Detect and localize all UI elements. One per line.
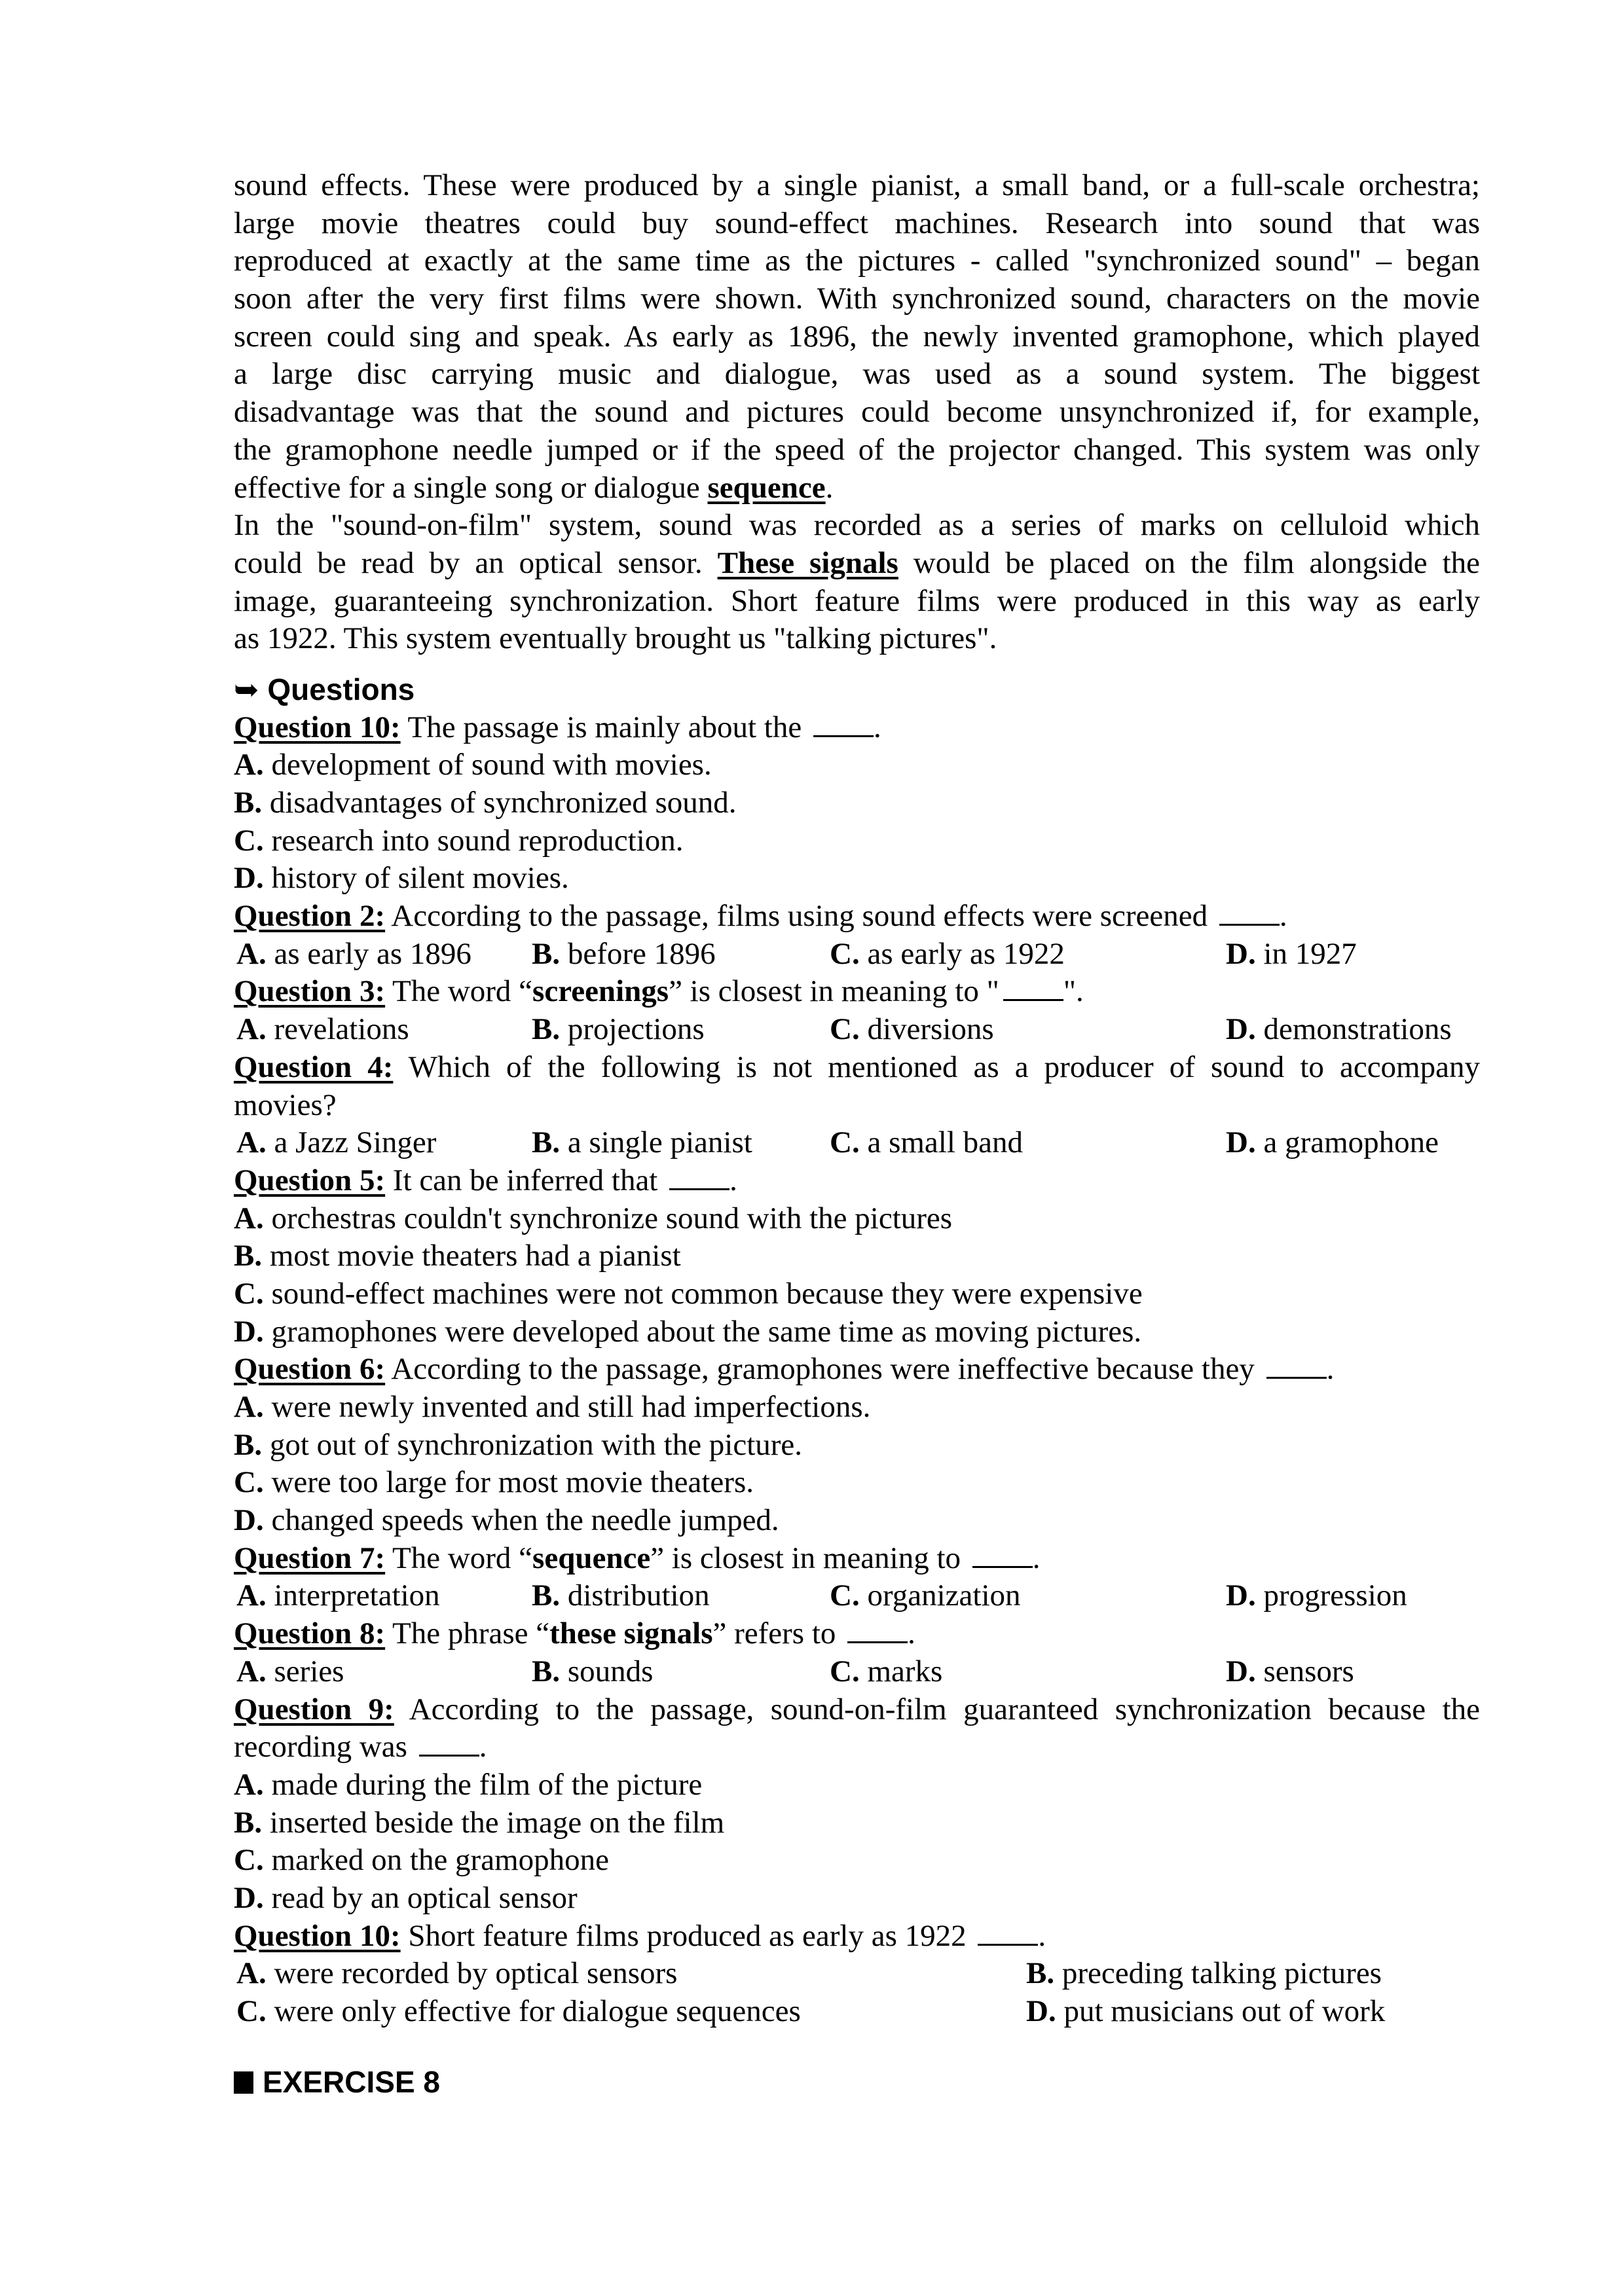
options-row <box>234 936 1480 974</box>
question-block <box>234 1540 1480 1615</box>
options-row <box>234 1124 1480 1162</box>
option-text: were only effective for dialogue sequences <box>274 1994 801 2028</box>
option-text: made during the film of the picture <box>271 1767 703 1802</box>
option-letter: D. <box>1226 1012 1256 1047</box>
option-letter: B. <box>234 786 263 820</box>
option-text: as early as 1896 <box>274 936 471 971</box>
answer-option[interactable] <box>830 1653 942 1691</box>
punctuation: . <box>1326 1352 1335 1387</box>
answer-blank <box>1266 1352 1327 1379</box>
question-stem <box>234 1351 1480 1389</box>
answer-option[interactable] <box>1226 1577 1407 1615</box>
option-letter: B. <box>532 936 561 971</box>
question-label: Question 8: <box>234 1616 386 1651</box>
questions-heading-label: Questions <box>267 672 415 706</box>
option-letter: B. <box>234 1239 263 1273</box>
passage-text: could be read by an optical sensor. <box>234 545 718 580</box>
reading-passage <box>234 167 1480 658</box>
answer-option[interactable] <box>236 936 471 974</box>
option-letter: A. <box>236 1654 267 1688</box>
option-letter: D. <box>234 1314 264 1349</box>
question-text: ” refers to <box>712 1616 836 1651</box>
punctuation: . <box>873 710 881 744</box>
punctuation: . <box>1279 899 1287 934</box>
answer-option[interactable] <box>236 1124 436 1162</box>
question-text: The passage is mainly about the <box>407 710 802 744</box>
option-text: sounds <box>567 1654 654 1688</box>
punctuation: ". <box>1063 974 1084 1009</box>
question-stem <box>234 1540 1480 1578</box>
options-row <box>234 1993 1480 2031</box>
option-letter: B. <box>532 1654 561 1688</box>
option-text: most movie theaters had a pianist <box>269 1239 681 1273</box>
option-text: a small band <box>867 1125 1024 1160</box>
exercise-heading <box>234 2064 1480 2102</box>
question-block <box>234 1918 1480 2031</box>
passage-text: effective for a single song or dialogue <box>234 470 708 505</box>
option-text: were recorded by optical sensors <box>274 1956 678 1991</box>
options-row <box>234 1011 1480 1049</box>
arrow-icon: ➥ <box>234 672 259 706</box>
option-letter: D. <box>1226 1125 1256 1160</box>
passage-line: the gramophone needle jumped or if the speed of the projector changed. This system was only <box>234 432 1480 467</box>
question-label: Question 6: <box>234 1352 386 1387</box>
option-letter: A. <box>234 1767 264 1802</box>
option-letter: B. <box>234 1805 263 1840</box>
question-label: Question 4: <box>234 1049 394 1084</box>
option-text: marked on the gramophone <box>271 1843 609 1878</box>
option-text: before 1896 <box>567 936 716 971</box>
question-stem-continued: movies? <box>234 1087 337 1122</box>
option-text: read by an optical sensor <box>271 1880 578 1915</box>
answer-option[interactable] <box>234 1427 1480 1465</box>
key-word: these signals <box>549 1616 713 1651</box>
option-letter: C. <box>830 1578 860 1613</box>
answer-option[interactable] <box>234 1880 1480 1918</box>
option-letter: B. <box>532 1012 561 1047</box>
question-text: According to the passage, gramophones were ineffective because they <box>391 1352 1255 1387</box>
option-letter: D. <box>234 861 264 896</box>
answer-option[interactable] <box>532 1653 653 1691</box>
option-text: organization <box>867 1578 1021 1613</box>
question-text: ” is closest in meaning to " <box>669 974 999 1009</box>
answer-option[interactable] <box>1026 1955 1382 1993</box>
options-row <box>234 1955 1480 1993</box>
option-letter: C. <box>234 1843 264 1878</box>
answer-blank <box>813 710 874 737</box>
question-text: ” is closest in meaning to <box>650 1540 961 1575</box>
option-letter: A. <box>234 748 264 782</box>
highlighted-phrase-these-signals: These signals <box>717 545 898 580</box>
option-letter: D. <box>1226 1654 1256 1688</box>
option-text: were newly invented and still had imperfections. <box>271 1390 871 1424</box>
question-stem <box>234 898 1480 936</box>
question-text: The word “ <box>392 974 533 1009</box>
passage-line: a large disc carrying music and dialogue, was used as a sound system. The biggest <box>234 357 1480 392</box>
passage-line: screen could sing and speak. As early as 1896, the newly invented gramophone, which played <box>234 319 1480 354</box>
punctuation: . <box>729 1163 737 1197</box>
option-letter: A. <box>236 1125 267 1160</box>
passage-line: image, guaranteeing synchronization. Short feature films were produced in this way as early <box>234 583 1480 618</box>
answer-option[interactable] <box>1226 936 1357 974</box>
question-text: Which of the following is not mentioned as a producer of sound to accompany <box>408 1049 1480 1084</box>
passage-line: as 1922. This system eventually brought us "talking pictures". <box>234 621 997 656</box>
answer-option[interactable] <box>234 860 1480 898</box>
answer-option[interactable] <box>236 1993 801 2031</box>
question-block <box>234 1615 1480 1690</box>
answer-option[interactable] <box>830 1011 994 1049</box>
answer-option[interactable] <box>234 1766 1480 1804</box>
option-text: interpretation <box>274 1578 440 1613</box>
passage-line: soon after the very first films were shown. With synchronized sound, characters on the movie <box>234 282 1480 316</box>
passage-line: reproduced at exactly at the same time as the pictures - called "synchronized sound" – began <box>234 244 1480 278</box>
passage-line: sound effects. These were produced by a single pianist, a small band, or a full-scale orchestra; <box>234 168 1480 202</box>
black-square-icon <box>234 2071 253 2094</box>
answer-blank <box>978 1919 1038 1946</box>
question-stem <box>234 1162 1480 1200</box>
question-stem <box>234 1615 1480 1653</box>
document-page <box>234 167 1480 2101</box>
option-letter: C. <box>234 823 264 858</box>
option-letter: D. <box>1226 1578 1256 1613</box>
question-block <box>234 709 1480 898</box>
option-text: a Jazz Singer <box>274 1125 437 1160</box>
option-text: got out of synchronization with the picture. <box>269 1427 803 1462</box>
question-text: It can be inferred that <box>392 1163 658 1197</box>
punctuation: . <box>1032 1540 1041 1575</box>
option-text: diversions <box>867 1012 994 1047</box>
punctuation: . <box>908 1616 915 1651</box>
key-word: screenings <box>532 974 669 1009</box>
options-row <box>234 1653 1480 1691</box>
answer-option[interactable] <box>236 1955 677 1993</box>
option-text: disadvantages of synchronized sound. <box>269 786 737 820</box>
option-letter: D. <box>234 1503 264 1538</box>
option-text: series <box>274 1654 344 1688</box>
question-label: Question 7: <box>234 1540 386 1575</box>
answer-blank <box>847 1616 908 1643</box>
passage-line <box>234 469 1480 507</box>
question-text: According to the passage, sound-on-film guaranteed synchronization because the <box>409 1692 1480 1726</box>
question-block <box>234 898 1480 973</box>
key-word: sequence <box>532 1540 651 1575</box>
answer-option[interactable] <box>236 1011 409 1049</box>
option-text: in 1927 <box>1263 936 1357 971</box>
answer-option[interactable] <box>234 822 1480 860</box>
question-stem <box>234 973 1480 1011</box>
answer-option[interactable] <box>532 1124 752 1162</box>
question-label: Question 10: <box>234 710 401 744</box>
question-block <box>234 1351 1480 1539</box>
highlighted-word-sequence: sequence <box>707 470 826 505</box>
option-text: gramophones were developed about the same time as moving pictures. <box>271 1314 1142 1349</box>
question-text: Short feature films produced as early as 1922 <box>408 1918 967 1953</box>
option-letter: B. <box>532 1578 561 1613</box>
option-letter: D. <box>234 1880 264 1915</box>
question-label: Question 5: <box>234 1163 386 1197</box>
answer-option[interactable] <box>532 1011 705 1049</box>
passage-line: large movie theatres could buy sound-effect machines. Research into sound that was <box>234 206 1480 240</box>
passage-text: would be placed on the film alongside the <box>898 545 1480 580</box>
option-letter: C. <box>234 1276 264 1311</box>
question-text: recording was <box>234 1730 407 1764</box>
option-text: put musicians out of work <box>1063 1994 1386 2028</box>
option-text: progression <box>1263 1578 1407 1613</box>
answer-option[interactable] <box>1026 1993 1385 2031</box>
options-row <box>234 1577 1480 1615</box>
passage-line: disadvantage was that the sound and pictures could become unsynchronized if, for example, <box>234 395 1480 429</box>
question-text: The phrase “ <box>392 1616 550 1651</box>
question-stem <box>234 1691 1480 1729</box>
answer-option[interactable] <box>234 1313 1480 1351</box>
answer-option[interactable] <box>1226 1124 1439 1162</box>
option-text: projections <box>567 1012 705 1047</box>
option-letter: C. <box>236 1994 267 2028</box>
question-stem-continued <box>234 1728 1480 1766</box>
punctuation: . <box>1038 1918 1046 1953</box>
option-text: a single pianist <box>567 1125 752 1160</box>
option-text: demonstrations <box>1263 1012 1452 1047</box>
question-text: According to the passage, films using sound effects were screened <box>391 899 1208 934</box>
answer-blank <box>1003 974 1063 1001</box>
option-text: revelations <box>274 1012 409 1047</box>
answer-option[interactable] <box>234 1804 1480 1842</box>
exercise-heading-label: EXERCISE 8 <box>263 2064 440 2099</box>
answer-option[interactable] <box>234 1464 1480 1502</box>
passage-line: In the "sound-on-film" system, sound was recorded as a series of marks on celluloid which <box>234 508 1480 543</box>
option-text: research into sound reproduction. <box>271 823 684 858</box>
option-text: sensors <box>1263 1654 1354 1688</box>
option-text: sound-effect machines were not common because they were expensive <box>271 1276 1143 1311</box>
option-letter: A. <box>234 1390 264 1424</box>
option-text: orchestras couldn't synchronize sound with the pictures <box>271 1201 953 1235</box>
punctuation: . <box>479 1730 487 1764</box>
question-block <box>234 973 1480 1048</box>
option-letter: C. <box>830 936 860 971</box>
question-block <box>234 1162 1480 1351</box>
answer-option[interactable] <box>830 1124 1023 1162</box>
answer-option[interactable] <box>234 746 1480 784</box>
questions-heading <box>234 671 1480 709</box>
answer-option[interactable] <box>236 1653 344 1691</box>
option-letter: D. <box>1226 936 1256 971</box>
option-letter: B. <box>532 1125 561 1160</box>
option-letter: C. <box>830 1654 860 1688</box>
answer-option[interactable] <box>234 1200 1480 1238</box>
option-letter: A. <box>236 936 267 971</box>
option-text: as early as 1922 <box>867 936 1065 971</box>
option-text: were too large for most movie theaters. <box>271 1465 754 1500</box>
option-text: changed speeds when the needle jumped. <box>271 1503 779 1538</box>
option-text: history of silent movies. <box>271 861 569 896</box>
option-letter: C. <box>830 1125 860 1160</box>
option-letter: C. <box>830 1012 860 1047</box>
option-letter: D. <box>1026 1994 1056 2028</box>
option-text: marks <box>867 1654 943 1688</box>
answer-option[interactable] <box>830 1577 1021 1615</box>
option-text: distribution <box>567 1578 710 1613</box>
question-label: Question 2: <box>234 899 386 934</box>
option-text: development of sound with movies. <box>271 748 712 782</box>
option-text: inserted beside the image on the film <box>269 1805 725 1840</box>
answer-option[interactable] <box>234 1842 1480 1880</box>
question-label: Question 10: <box>234 1918 401 1953</box>
answer-option[interactable] <box>234 1389 1480 1427</box>
option-letter: A. <box>236 1578 267 1613</box>
answer-blank <box>972 1541 1033 1568</box>
option-text: preceding talking pictures <box>1061 1956 1382 1991</box>
answer-option[interactable] <box>234 784 1480 822</box>
answer-option[interactable] <box>234 1275 1480 1313</box>
option-letter: B. <box>1026 1956 1055 1991</box>
option-letter: C. <box>234 1465 264 1500</box>
option-letter: A. <box>234 1201 264 1235</box>
question-stem <box>234 1049 1480 1087</box>
question-label: Question 9: <box>234 1692 394 1726</box>
answer-option[interactable] <box>1226 1653 1354 1691</box>
answer-blank <box>419 1730 479 1757</box>
answer-option[interactable] <box>234 1502 1480 1540</box>
question-stem <box>234 1918 1480 1956</box>
answer-blank <box>669 1163 729 1190</box>
option-letter: B. <box>234 1427 263 1462</box>
option-letter: A. <box>236 1956 267 1991</box>
question-block <box>234 1691 1480 1918</box>
question-label: Question 3: <box>234 974 386 1009</box>
question-text: The word “ <box>392 1540 533 1575</box>
question-block <box>234 1049 1480 1162</box>
option-text: a gramophone <box>1263 1125 1439 1160</box>
answer-option[interactable] <box>1226 1011 1452 1049</box>
answer-blank <box>1219 899 1280 926</box>
answer-option[interactable] <box>236 1577 440 1615</box>
answer-option[interactable] <box>532 1577 710 1615</box>
question-stem <box>234 709 1480 747</box>
answer-option[interactable] <box>532 936 716 974</box>
passage-line <box>234 545 1480 583</box>
answer-option[interactable] <box>830 936 1065 974</box>
passage-text: . <box>825 470 834 505</box>
option-letter: A. <box>236 1012 267 1047</box>
answer-option[interactable] <box>234 1237 1480 1275</box>
